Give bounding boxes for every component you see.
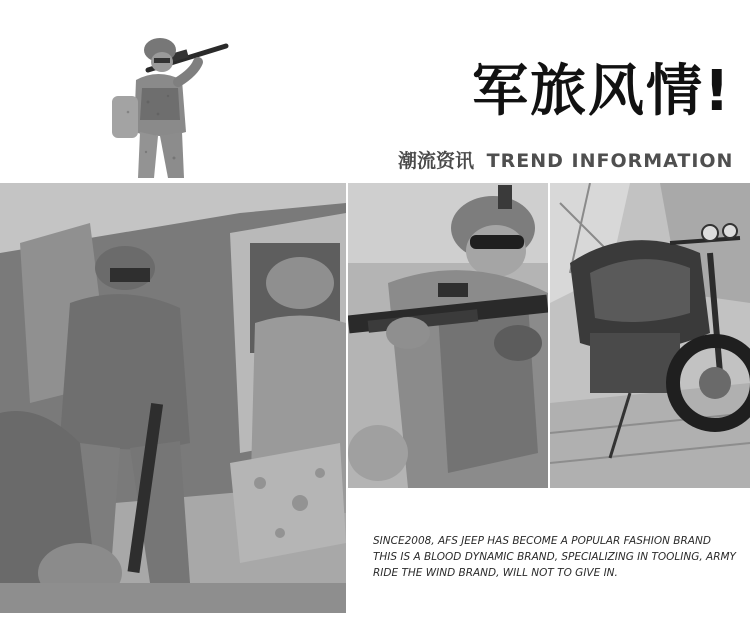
brand-description (373, 533, 743, 581)
subtitle-english: TREND INFORMATION (486, 150, 734, 172)
section-subtitle (398, 152, 733, 171)
brand-text-line: THIS IS A BLOOD DYNAMIC BRAND, SPECIALIZING IN TOOLING, ARMY (373, 551, 736, 563)
brand-text-line: RIDE THE WIND BRAND, WILL NOT TO GIVE IN. (373, 567, 618, 579)
page-title: 军旅风情! (472, 59, 732, 124)
motorcycle-image-icon (550, 183, 750, 488)
subtitle-chinese: 潮流资讯 (398, 150, 475, 172)
rifle-image-icon (348, 183, 548, 488)
soldier-icon (98, 32, 230, 182)
photo-soldiers-vehicle (0, 183, 346, 613)
brand-text-line: SINCE2008, AFS JEEP HAS BECOME A POPULAR FASHION BRAND (373, 535, 711, 547)
vehicle-image-icon (0, 183, 346, 613)
soldier-illustration (98, 32, 230, 182)
photo-soldier-rifle (348, 183, 548, 488)
photo-motorcycle (550, 183, 750, 488)
